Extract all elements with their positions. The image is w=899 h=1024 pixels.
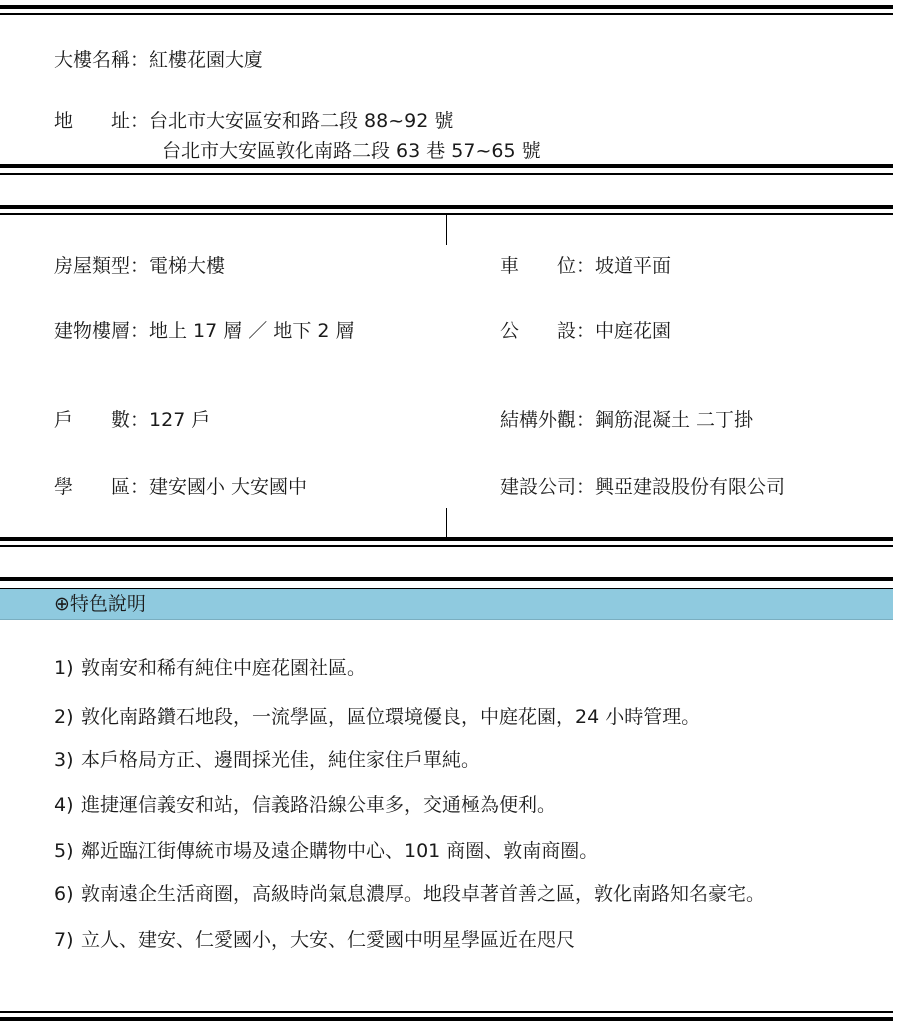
feature-item — [54, 748, 480, 772]
feature-item — [54, 793, 556, 817]
info-divider-bottom — [446, 508, 447, 538]
feature-item-text: 敦化南路鑽石地段，一流學區，區位環境優良，中庭花園，24 小時管理。 — [81, 706, 701, 728]
school-district-label: 學 區： — [54, 476, 150, 498]
feature-item-number: 7) — [54, 929, 74, 951]
address-bottom-rule-thick — [0, 164, 893, 168]
developer-label: 建設公司： — [500, 476, 596, 498]
developer-value: 興亞建設股份有限公司 — [595, 476, 786, 498]
parking-label: 車 位： — [500, 255, 596, 277]
top-rule-thick — [0, 5, 893, 9]
feature-item — [54, 705, 700, 729]
info-floors — [54, 319, 355, 343]
info-developer — [500, 475, 785, 499]
address-row — [54, 109, 453, 133]
building-name-row — [54, 48, 263, 72]
feature-item-text: 進捷運信義安和站，信義路沿線公車多，交通極為便利。 — [81, 794, 557, 816]
info-bottom-rule-thin — [0, 545, 893, 547]
feature-item — [54, 882, 765, 906]
units-label: 戶 數： — [54, 409, 150, 431]
feature-item-text: 敦南安和稀有純住中庭花園社區。 — [81, 657, 367, 679]
building-name-value: 紅樓花園大廈 — [149, 49, 264, 71]
house-type-value: 電梯大樓 — [149, 255, 226, 277]
feature-item — [54, 928, 575, 952]
structure-value: 鋼筋混凝土 二丁掛 — [595, 409, 754, 431]
features-top-rule-thick — [0, 577, 893, 581]
bottom-rule-thick — [0, 1017, 893, 1021]
feature-item-number: 4) — [54, 794, 74, 816]
bottom-rule-thin — [0, 1011, 893, 1013]
features-header-bar — [0, 588, 893, 620]
feature-item-text: 鄰近臨江街傳統市場及遠企購物中心、101 商圈、敦南商圈。 — [81, 840, 599, 862]
house-type-label: 房屋類型： — [54, 255, 150, 277]
feature-item-number: 2) — [54, 706, 74, 728]
structure-label: 結構外觀： — [500, 409, 596, 431]
public-facilities-value: 中庭花園 — [595, 320, 672, 342]
info-divider-top — [446, 215, 447, 245]
info-bottom-rule-thick — [0, 537, 893, 541]
units-value: 127 戶 — [149, 409, 211, 431]
feature-item — [54, 839, 598, 863]
feature-item-text: 敦南遠企生活商圈，高級時尚氣息濃厚。地段卓著首善之區，敦化南路知名豪宅。 — [81, 883, 766, 905]
floors-value: 地上 17 層 ／ 地下 2 層 — [149, 320, 355, 342]
feature-item — [54, 656, 366, 680]
school-district-value: 建安國小 大安國中 — [149, 476, 308, 498]
address-bottom-rule-thin — [0, 173, 893, 175]
public-facilities-label: 公 設： — [500, 320, 596, 342]
info-house-type — [54, 254, 225, 278]
info-units — [54, 408, 210, 432]
floors-label: 建物樓層： — [54, 320, 150, 342]
info-public-facilities — [500, 319, 671, 343]
info-structure — [500, 408, 753, 432]
feature-item-text: 立人、建安、仁愛國小，大安、仁愛國中明星學區近在咫尺 — [81, 929, 576, 951]
building-name-label: 大樓名稱： — [54, 49, 150, 71]
feature-item-number: 1) — [54, 657, 74, 679]
feature-item-text: 本戶格局方正、邊間採光佳，純住家住戶單純。 — [81, 749, 481, 771]
address-line-2: 台北市大安區敦化南路二段 63 巷 57~65 號 — [162, 140, 541, 162]
feature-item-number: 6) — [54, 883, 74, 905]
address-line-1: 台北市大安區安和路二段 88~92 號 — [149, 110, 454, 132]
parking-value: 坡道平面 — [595, 255, 672, 277]
address-label: 地 址： — [54, 110, 150, 132]
info-school-district — [54, 475, 307, 499]
feature-item-number: 5) — [54, 840, 74, 862]
feature-item-number: 3) — [54, 749, 74, 771]
top-rule-thin — [0, 13, 893, 15]
features-title: ⊕特色說明 — [54, 593, 146, 615]
info-top-rule-thick — [0, 205, 893, 209]
info-parking — [500, 254, 671, 278]
